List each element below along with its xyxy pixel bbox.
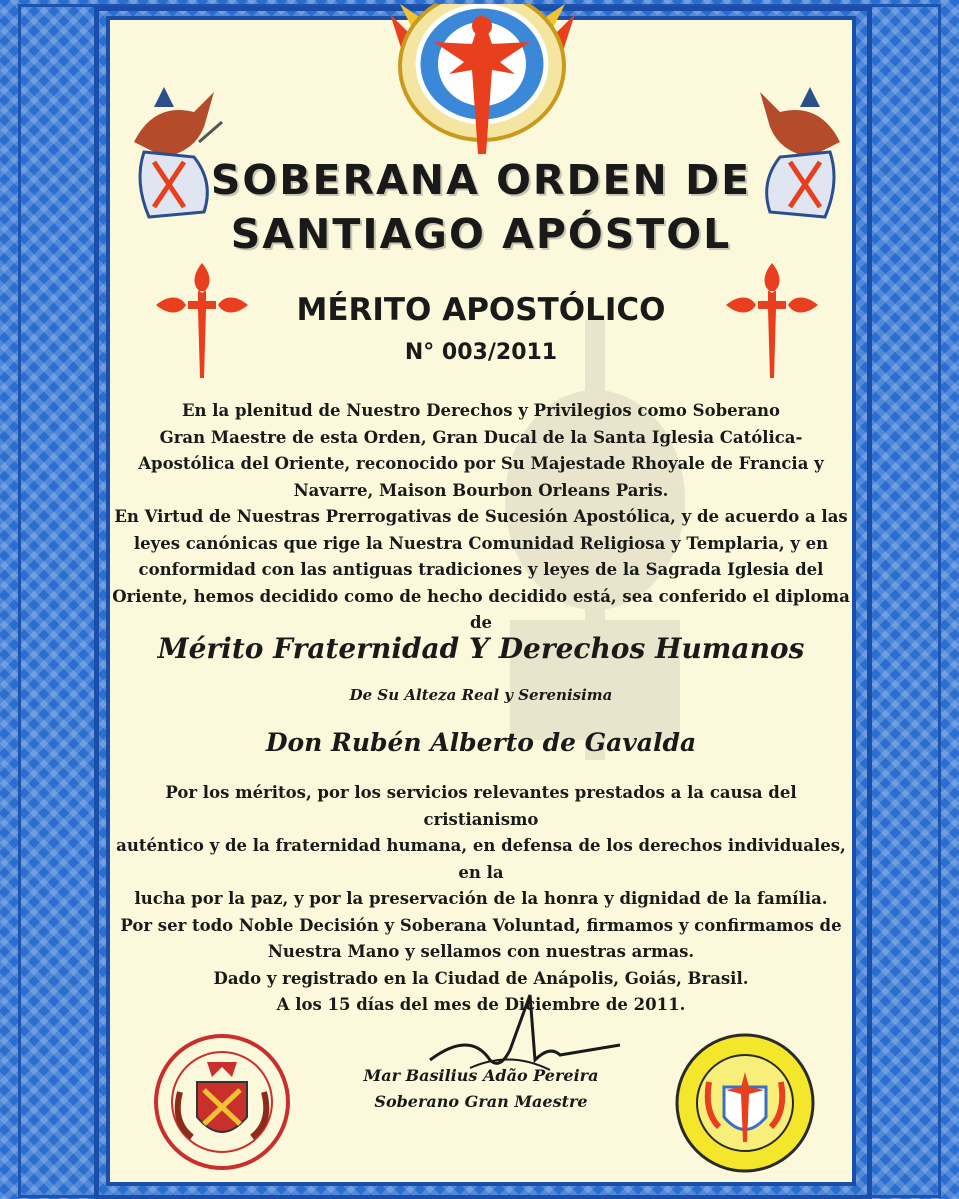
certificate-number: N° 003/2011 [404, 340, 558, 365]
right-seal-icon [674, 1032, 816, 1174]
top-coat-of-arms-icon [380, 4, 585, 159]
signatory-name: Mar Basilius Adão Pereira [363, 1066, 599, 1085]
body-line: Dado y registrado en la Ciudad de Anápolis, Goiás, Brasil. [213, 968, 749, 988]
honorific: De Su Alteza Real y Serenisima [349, 686, 613, 704]
signatory-title: Soberano Gran Maestre [374, 1092, 588, 1111]
body-paragraph-2 [110, 780, 852, 1019]
body-paragraph-1 [110, 398, 852, 637]
title-line-1: SOBERANA ORDEN DE [210, 156, 752, 204]
body-line: lucha por la paz, y por la preservación de la honra y dignidad de la família. [134, 889, 828, 908]
body-line: conformidad con las antiguas tradiciones y leyes de la Sagrada Iglesia del [138, 560, 824, 579]
body-line: En Virtud de Nuestras Prerrogativas de Sucesión Apostólica, y de acuerdo a las [114, 507, 848, 526]
body-line: Oriente, hemos decidido como de hecho decidido está, sea conferido el diploma de [112, 586, 850, 632]
left-seal-icon [152, 1032, 292, 1172]
body-line: Navarre, Maison Bourbon Orleans Paris. [293, 480, 669, 500]
diploma-title: Mérito Fraternidad Y Derechos Humanos [157, 632, 805, 665]
award-title: MÉRITO APOSTÓLICO [296, 292, 666, 328]
body-line: auténtico y de la fraternidad humana, en defensa de los derechos individuales, en la [116, 836, 846, 882]
certificate-paper [106, 16, 856, 1186]
body-line: Por ser todo Noble Decisión y Soberana Voluntad, firmamos y confirmamos de [120, 915, 842, 935]
body-line: Nuestra Mano y sellamos con nuestras armas. [267, 942, 695, 961]
body-line: leyes canónicas que rige la Nuestra Comunidad Religiosa y Templaria, y en [133, 533, 829, 553]
body-line: Por los méritos, por los servicios relevantes prestados a la causa del cristianismo [165, 783, 797, 829]
title-line-2: SANTIAGO APÓSTOL [230, 210, 732, 258]
body-line: En la plenitud de Nuestro Derechos y Privilegios como Soberano [181, 401, 781, 420]
body-line: Gran Maestre de esta Orden, Gran Ducal de la Santa Iglesia Católica- [159, 427, 803, 447]
recipient-name: Don Rubén Alberto de Gavalda [265, 728, 697, 757]
body-line: Apostólica del Oriente, reconocido por Su Majestade Rhoyale de Francia y [138, 454, 824, 473]
body-line: A los 15 días del mes de Diciembre de 2011. [276, 995, 686, 1014]
